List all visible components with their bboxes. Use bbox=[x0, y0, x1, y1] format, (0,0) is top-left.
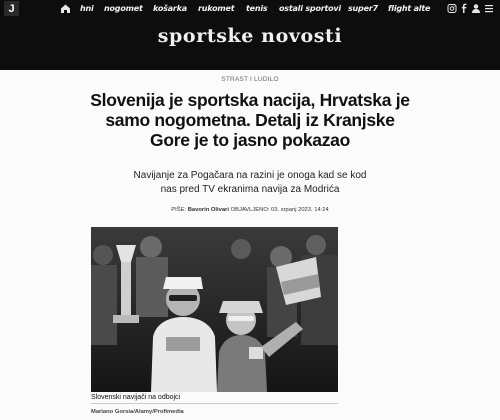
nav-item-ostali-sportovi[interactable]: ostali sportovi bbox=[279, 4, 341, 13]
nav-item-super7[interactable]: super7 bbox=[348, 4, 378, 13]
facebook-icon[interactable] bbox=[459, 3, 469, 14]
article-byline bbox=[0, 207, 500, 213]
publish-date: OBJAVLJENO: 03. srpanj 2023. 14:24 bbox=[230, 207, 329, 213]
top-navigation bbox=[0, 0, 500, 17]
nav-item-hni[interactable]: hni bbox=[80, 4, 94, 13]
image-caption: Slovenski navijači na odbojci bbox=[91, 394, 181, 401]
menu-icon[interactable] bbox=[484, 3, 494, 14]
nav-item-flight-alte[interactable]: flight alte bbox=[388, 4, 431, 13]
image-credit-text: Mariano Gorsia/Alamy/Profimedia bbox=[91, 409, 184, 415]
user-icon[interactable] bbox=[471, 3, 481, 14]
nav-item-rukomet[interactable]: rukomet bbox=[198, 4, 235, 13]
article-photo bbox=[91, 227, 338, 392]
masthead bbox=[0, 17, 500, 70]
nav-item-nogomet[interactable]: nogomet bbox=[104, 4, 143, 13]
instagram-icon[interactable] bbox=[447, 3, 457, 14]
article bbox=[0, 70, 500, 420]
article-headline: Slovenija je sportska nacija, Hrvatska je samo nogometna. Detalj iz Kranjske Gore je to jasno pokazao bbox=[90, 90, 410, 150]
fans-photo-illustration bbox=[91, 227, 338, 392]
article-kicker: STRAST I LUDILO bbox=[221, 76, 279, 83]
site-logo[interactable]: J bbox=[4, 1, 19, 16]
author-link[interactable]: Bavorin Olivari bbox=[187, 207, 229, 213]
nav-item-kosarka[interactable]: košarka bbox=[153, 4, 187, 13]
nav-item-tenis[interactable]: tenis bbox=[246, 4, 268, 13]
article-lead: Navijanje za Pogačara na razini je onoga kad se kod nas pred TV ekranima navija za Modrića bbox=[133, 170, 367, 195]
caption-divider bbox=[91, 403, 338, 404]
home-icon[interactable] bbox=[60, 3, 71, 14]
brand-title[interactable]: sportske novosti bbox=[157, 25, 343, 47]
byline-prefix: PIŠE: bbox=[171, 207, 187, 213]
image-credit bbox=[91, 409, 184, 415]
